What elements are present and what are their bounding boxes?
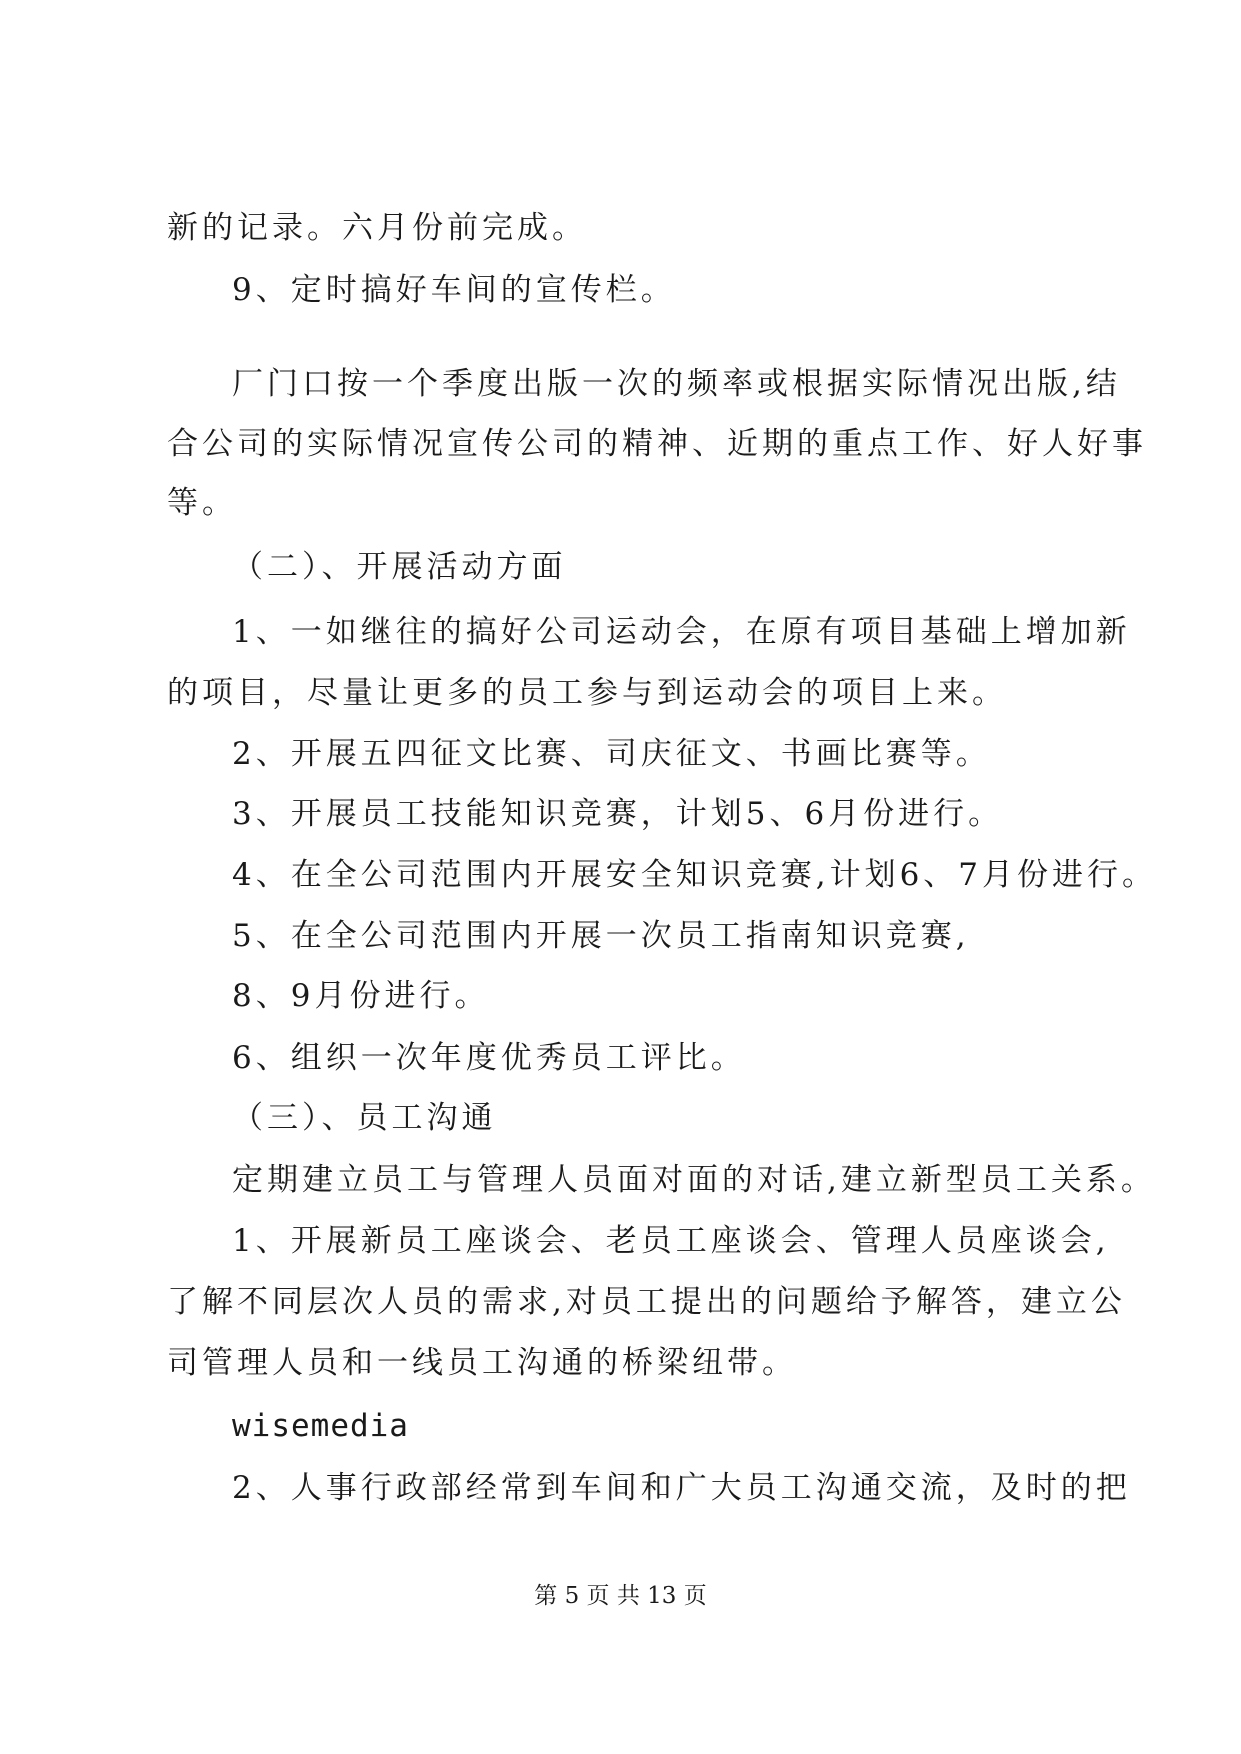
body-line-7: 1、一如继往的搞好公司运动会，在原有项目基础上增加新 [232,614,1131,650]
body-line-19: 司管理人员和一线员工沟通的桥梁纽带。 [167,1345,797,1381]
body-line-14: 6、组织一次年度优秀员工评比。 [232,1040,746,1076]
page-number-footer: 第 5 页 共 13 页 [534,1583,707,1609]
body-line-10: 3、开展员工技能知识竞赛，计划5、6月份进行。 [232,796,1004,832]
body-line-3: 厂门口按一个季度出版一次的频率或根据实际情况出版,结 [232,366,1121,402]
watermark-text: wisemedia [232,1408,409,1444]
body-line-1: 新的记录。六月份前完成。 [167,210,587,246]
body-line-2: 9、定时搞好车间的宣传栏。 [232,272,676,308]
body-line-16: 定期建立员工与管理人员面对面的对话,建立新型员工关系。 [232,1162,1156,1198]
body-line-12: 5、在全公司范围内开展一次员工指南知识竞赛, [232,918,970,954]
body-line-8: 的项目，尽量让更多的员工参与到运动会的项目上来。 [167,675,1007,711]
body-line-9: 2、开展五四征文比赛、司庆征文、书画比赛等。 [232,736,991,772]
section-heading-communication: （三）、员工沟通 [232,1100,497,1136]
body-line-11: 4、在全公司范围内开展安全知识竞赛,计划6、7月份进行。 [232,857,1158,893]
body-line-17: 1、开展新员工座谈会、老员工座谈会、管理人员座谈会, [232,1223,1110,1259]
body-line-21: 2、人事行政部经常到车间和广大员工沟通交流，及时的把 [232,1470,1131,1506]
body-line-13: 8、9月份进行。 [232,978,490,1014]
section-heading-activities: （二）、开展活动方面 [232,549,567,585]
body-line-4: 合公司的实际情况宣传公司的精神、近期的重点工作、好人好事 [167,426,1147,462]
body-line-5: 等。 [167,485,237,521]
body-line-18: 了解不同层次人员的需求,对员工提出的问题给予解答，建立公 [167,1284,1126,1320]
